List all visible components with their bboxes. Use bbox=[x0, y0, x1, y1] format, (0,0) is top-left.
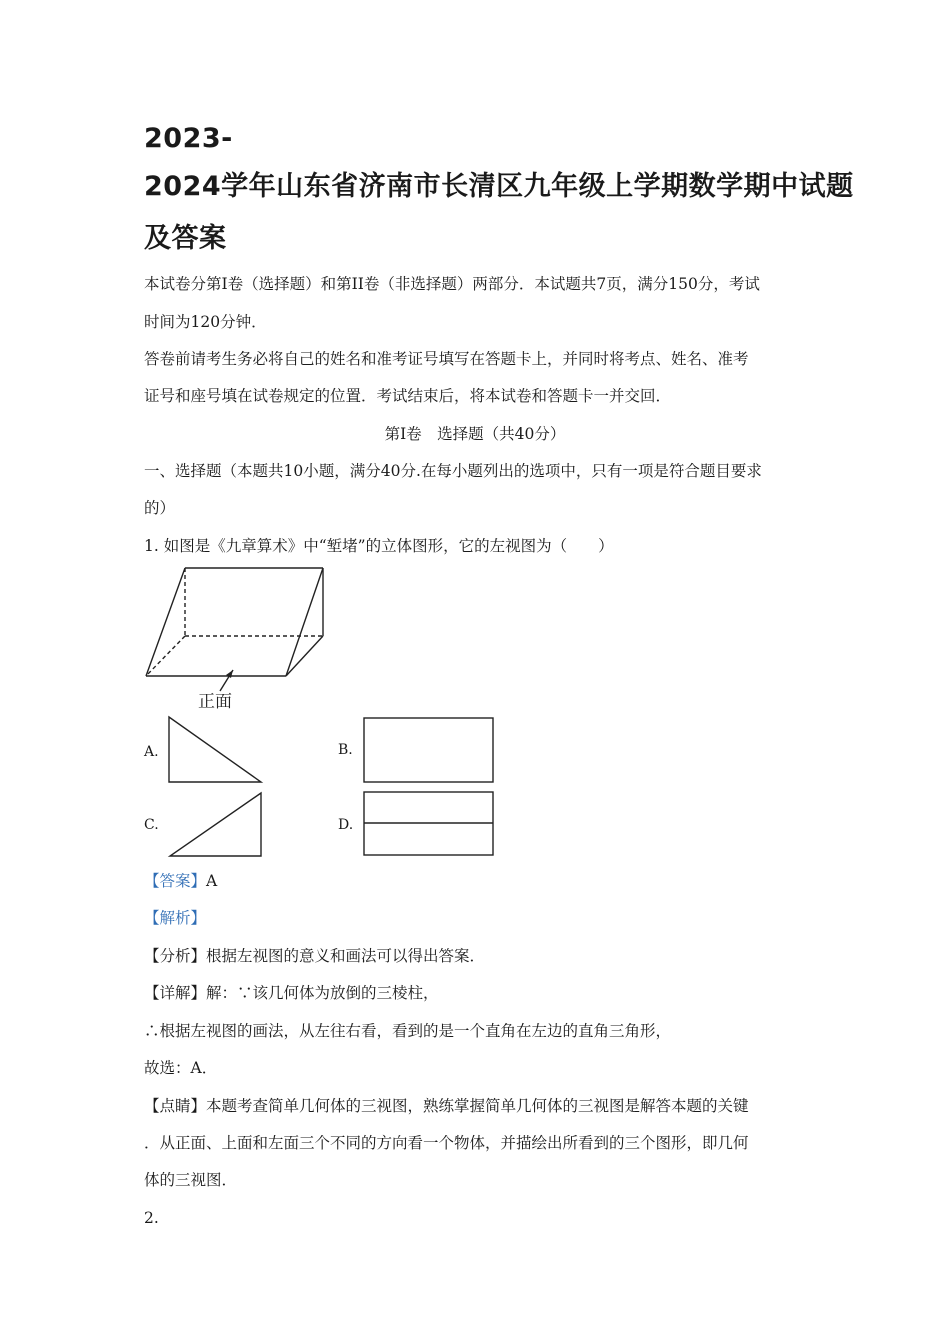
option-c-label: C. bbox=[144, 817, 159, 833]
option-c-figure bbox=[166, 790, 266, 860]
option-d-label: D. bbox=[338, 817, 354, 833]
front-view-label: 正面 bbox=[198, 692, 232, 712]
prism-figure bbox=[140, 560, 340, 715]
comment-line-c: 体的三视图． bbox=[144, 1171, 238, 1189]
detail-line-2: ∴根据左视图的画法，从左往右看，看到的是一个直角在左边的直角三角形， bbox=[144, 1022, 672, 1040]
comment-line-b: ．从正面、上面和左面三个不同的方向看一个物体，并描绘出所看到的三个图形，即几何 bbox=[144, 1134, 749, 1152]
question-1-stem: 1. 如图是《九章算术》中“堑堵”的立体图形，它的左视图为（ ） bbox=[144, 537, 614, 555]
detail-line-1: 【详解】解：∵该几何体为放倒的三棱柱， bbox=[144, 984, 439, 1002]
answer-value: A bbox=[206, 872, 218, 890]
section-description-a: 一、选择题（本题共10小题，满分40分.在每小题列出的选项中，只有一项是符合题目要求 bbox=[144, 462, 762, 480]
doc-title-line-1: 2023- bbox=[144, 123, 233, 154]
analysis-tag: 【解析】 bbox=[144, 909, 207, 927]
intro-paragraph-2a: 答卷前请考生务必将自己的姓名和准考证号填写在答题卡上，并同时将考点、姓名、准考 bbox=[144, 350, 749, 368]
analysis-text: 【分析】根据左视图的意义和画法可以得出答案． bbox=[144, 947, 486, 965]
option-b-label: B. bbox=[338, 742, 353, 758]
option-d-figure bbox=[362, 790, 496, 858]
intro-paragraph-1b: 时间为120分钟． bbox=[144, 313, 267, 331]
comment-line-a: 【点睛】本题考查简单几何体的三视图，熟练掌握简单几何体的三视图是解答本题的关键 bbox=[144, 1097, 749, 1115]
section-description-b: 的） bbox=[144, 499, 176, 517]
doc-title-line-3: 及答案 bbox=[144, 223, 227, 254]
option-b-figure bbox=[362, 716, 496, 786]
question-2-number: 2. bbox=[144, 1209, 159, 1227]
answer-line bbox=[144, 871, 217, 891]
option-a-label: A. bbox=[144, 744, 159, 760]
intro-paragraph-2b: 证号和座号填在试卷规定的位置．考试结束后，将本试卷和答题卡一并交回． bbox=[144, 387, 672, 405]
choice-line: 故选：A． bbox=[144, 1059, 218, 1077]
answer-tag: 【答案】 bbox=[144, 872, 207, 890]
intro-paragraph-1a: 本试卷分第I卷（选择题）和第II卷（非选择题）两部分．本试题共7页，满分150分，考试 bbox=[144, 275, 760, 293]
doc-title-line-2: 2024学年山东省济南市长清区九年级上学期数学期中试题 bbox=[144, 171, 854, 202]
option-a-figure bbox=[166, 714, 266, 786]
section-heading: 第I卷 选择题（共40分） bbox=[384, 425, 566, 443]
